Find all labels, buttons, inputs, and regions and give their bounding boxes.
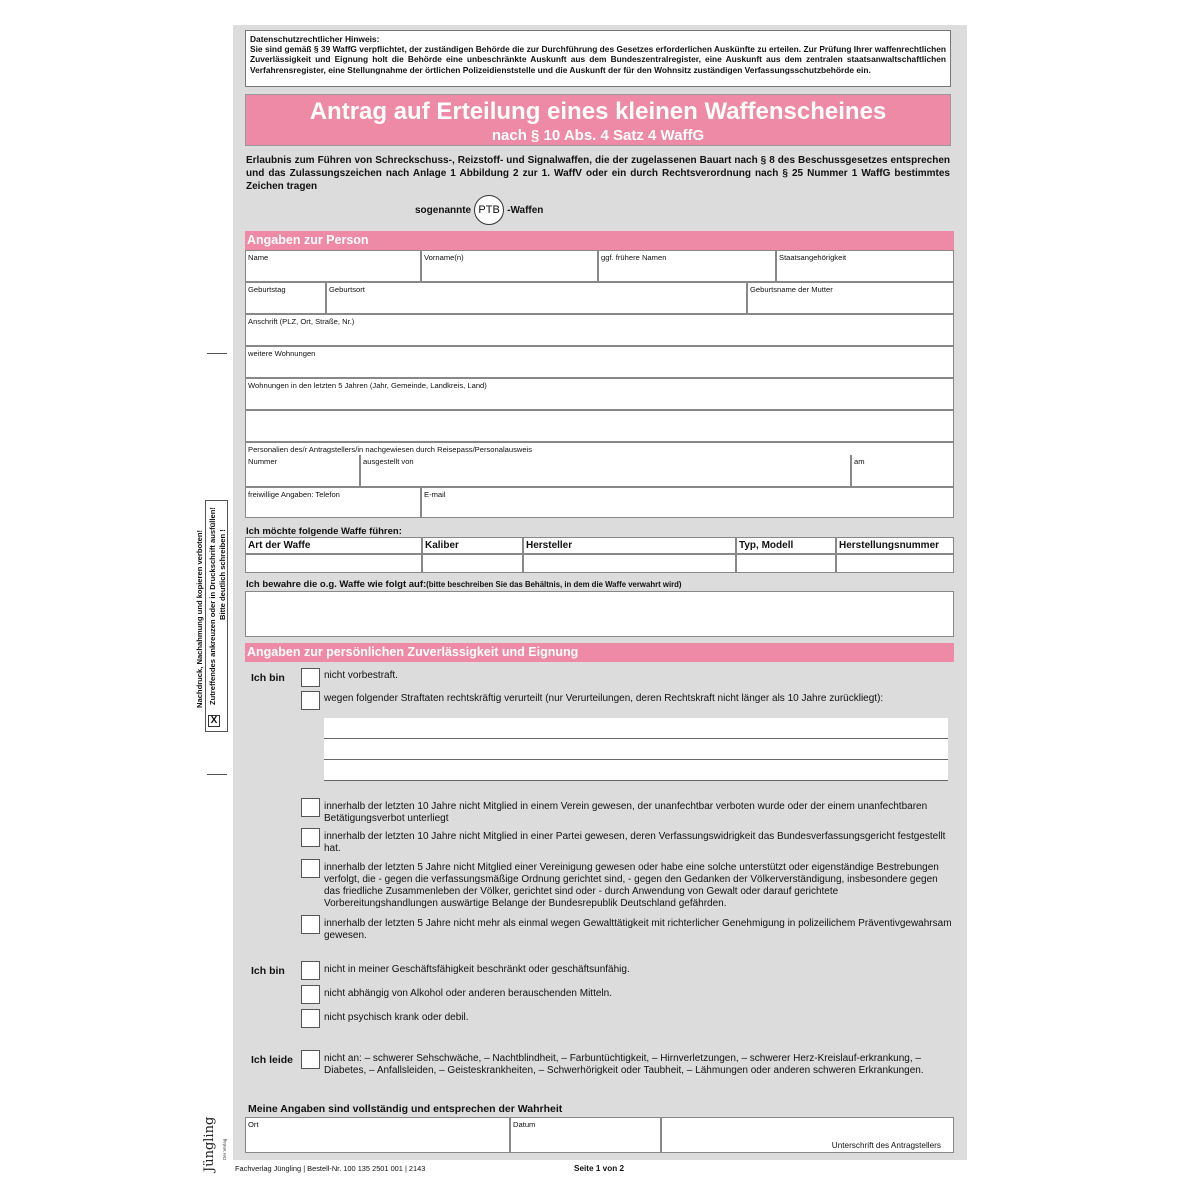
section-header-reliability: Angaben zur persönlichen Zuverlässigkeit und Eignung: [245, 643, 954, 662]
ausgestellt-von-label: ausgestellt von: [363, 457, 414, 466]
option-psychisch: nicht psychisch krank oder debil.: [324, 1012, 469, 1023]
straftaten-lines[interactable]: [324, 718, 948, 781]
checkbox-gewahrsam[interactable]: [301, 915, 320, 934]
option-verein: innerhalb der letzten 10 Jahre nicht Mitglied in einem Verein gewesen, der unanfechtbar verboten wurde oder der einem unanfechtbaren Betätigungsverbot unterliegt: [324, 801, 928, 824]
weapon-col-typ: Typ, Modell: [736, 537, 836, 554]
storage-label-note: (bitte beschreiben Sie das Behältnis, in dem die Waffe verwahrt wird): [426, 580, 682, 589]
staatsangehoerigkeit-field[interactable]: [776, 250, 954, 282]
option-vereinigung: innerhalb der letzten 5 Jahre nicht Mitglied einer Vereinigung gewesen oder habe eine solche unterstützt oder eigenständige Bestrebungen verfolgt, die - gegen die verfassungsmäßige Ordnung gerichtet sind, - gegen den Gedanken der Völkerverständigung, insbesondere gegen das friedliche Zusammenleben der Völker, gerichtet sind oder - durch Anwendung von Gewalt oder darauf gerichtete Vorbereitungshandlungen auswärtige Belange der Bundesrepublik Deutschland gefährden.: [324, 862, 939, 909]
weapon-col-hersteller: Hersteller: [523, 537, 736, 554]
wohnungen-5-jahre-label: Wohnungen in den letzten 5 Jahren (Jahr, Gemeinde, Landkreis, Land): [248, 381, 487, 390]
weapon-label: Ich möchte folgende Waffe führen:: [246, 526, 402, 537]
brand-logo: Jüngling: [202, 1116, 217, 1172]
weitere-wohnungen-field[interactable]: [245, 346, 954, 378]
anschrift-field[interactable]: [245, 314, 954, 346]
checkbox-partei[interactable]: [301, 828, 320, 847]
option-geschaeftsfaehigkeit: nicht in meiner Geschäftsfähigkeit beschränkt oder geschäftsunfähig.: [324, 964, 630, 975]
geburtstag-field[interactable]: [245, 282, 326, 314]
signature-label: Unterschrift des Antragstellers: [831, 1141, 941, 1150]
ptb-suffix: -Waffen: [507, 204, 544, 216]
copyright-notice: Nachdruck, Nachahmung und kopieren verboten!: [195, 529, 204, 708]
publisher-info: Fachverlag Jüngling | Bestell-Nr. 100 135 2501 001 | 2143: [235, 1164, 426, 1173]
weapon-col-art: Art der Waffe: [245, 537, 422, 554]
staatsangehoerigkeit-label: Staatsangehörigkeit: [779, 253, 847, 262]
ort-field[interactable]: [245, 1117, 510, 1153]
group2-label: Ich bin: [251, 965, 285, 977]
ptb-logo-icon: PTB: [474, 195, 504, 225]
storage-label: [246, 579, 682, 590]
signature-field[interactable]: [661, 1117, 954, 1153]
x-mark-icon: X: [208, 715, 220, 727]
weapon-nummer-input[interactable]: [836, 554, 954, 573]
fold-mark-bottom: [207, 774, 227, 775]
personalien-label: Personalien des/r Antragstellers/in nachgewiesen durch Reisepass/Personalausweis: [248, 445, 533, 454]
declaration-text: Meine Angaben sind vollständig und entsprechen der Wahrheit: [248, 1103, 563, 1115]
weapon-typ-input[interactable]: [736, 554, 836, 573]
fruehere-namen-label: ggf. frühere Namen: [601, 253, 667, 262]
checkbox-verurteilt[interactable]: [301, 691, 320, 710]
privacy-notice: [245, 30, 951, 87]
weapon-col-nummer: Herstellungsnummer: [836, 537, 954, 554]
ort-label: Ort: [248, 1120, 259, 1129]
ausgestellt-am-label: am: [854, 457, 865, 466]
option-erkrankungen: nicht an: – schwerer Sehschwäche, – Nachtblindheit, – Farbuntüchtigkeit, – Hirnverletzungen, – schwerer Herz-Kreislauf-erkrankung, – Diabetes, – Anfallsleiden, – Geisteskrankheiten, – Schwerhörigkeit oder Taubheit, – Lähmungen oder anderen schweren Erkrankungen.: [324, 1053, 924, 1076]
checkbox-geschaeftsfaehigkeit[interactable]: [301, 961, 320, 980]
geburtstag-label: Geburtstag: [248, 285, 286, 294]
form-subtitle: nach § 10 Abs. 4 Satz 4 WaffG: [491, 127, 705, 144]
privacy-notice-title: Datenschutzrechtlicher Hinweis:: [250, 34, 380, 44]
checkbox-psychisch[interactable]: [301, 1009, 320, 1028]
checkbox-erkrankungen[interactable]: [301, 1050, 320, 1069]
checkbox-verein[interactable]: [301, 798, 320, 817]
checkbox-alkohol[interactable]: [301, 985, 320, 1004]
instruction-text-2: Bitte deutlich schreiben !: [218, 529, 227, 620]
geburtsort-label: Geburtsort: [329, 285, 365, 294]
vorname-label: Vorname(n): [424, 253, 464, 262]
fruehere-namen-field[interactable]: [598, 250, 776, 282]
wohnungen-5-jahre-field[interactable]: [245, 378, 954, 410]
telefon-field[interactable]: [245, 487, 421, 518]
straftaten-line-2: [324, 759, 948, 760]
geburtsort-field[interactable]: [326, 282, 747, 314]
ausweis-nummer-label: Nummer: [248, 457, 278, 466]
section-header-person: Angaben zur Person: [245, 231, 954, 250]
option-alkohol: nicht abhängig von Alkohol oder anderen berauschenden Mitteln.: [324, 988, 612, 999]
weapon-art-input[interactable]: [245, 554, 422, 573]
ausgestellt-von-field[interactable]: [360, 455, 851, 487]
option-verurteilt: wegen folgender Straftaten rechtskräftig verurteilt (nur Verurteilungen, deren Rechtskraft nicht länger als 10 Jahre zurückliegt):: [324, 693, 884, 704]
option-gewahrsam: innerhalb der letzten 5 Jahre nicht mehr als einmal wegen Gewalttätigkeit mit richterlicher Genehmigung in polizeilichem Präventivgewahrsam gewesen.: [324, 918, 952, 941]
vorname-field[interactable]: [421, 250, 598, 282]
storage-label-main: Ich bewahre die o.g. Waffe wie folgt auf:: [246, 579, 427, 590]
anschrift-label: Anschrift (PLZ, Ort, Straße, Nr.): [248, 317, 355, 326]
telefon-label: freiwillige Angaben: Telefon: [248, 490, 340, 499]
form-title: Antrag auf Erteilung eines kleinen Waffenscheines: [309, 98, 887, 125]
datum-label: Datum: [513, 1120, 536, 1129]
storage-input[interactable]: [245, 591, 954, 637]
option-partei: innerhalb der letzten 10 Jahre nicht Mitglied in einer Partei gewesen, deren Verfassungswidrigkeit das Bundesverfassungsgericht festgestellt hat.: [324, 831, 946, 854]
ptb-prefix: sogenannte: [415, 204, 472, 216]
fold-mark-top: [207, 353, 227, 354]
page-number: Seite 1 von 2: [574, 1164, 625, 1173]
email-label: E-mail: [424, 490, 446, 499]
name-label: Name: [248, 253, 269, 262]
ptb-line: [415, 195, 543, 225]
weapon-kaliber-input[interactable]: [422, 554, 523, 573]
geburtsname-mutter-label: Geburtsname der Mutter: [750, 285, 833, 294]
weitere-wohnungen-label: weitere Wohnungen: [248, 349, 316, 358]
weapon-col-kaliber: Kaliber: [422, 537, 523, 554]
geburtsname-mutter-field[interactable]: [747, 282, 954, 314]
intro-text: Erlaubnis zum Führen von Schreckschuss-, Reizstoff- und Signalwaffen, die der zugelassenen Bauart nach § 8 des Beschussgesetzes entsprechen und das Zulassungszeichen nach Anlage 1 Abbildung 2 zur 1. WaffV oder ein durch Rechtsverordnung nach § 25 Nummer 1 WaffG bestimmtes Zeichen tragen: [246, 155, 950, 192]
checkbox-nicht-vorbestraft[interactable]: [301, 668, 320, 687]
privacy-notice-body: Sie sind gemäß § 39 WaffG verpflichtet, der zuständigen Behörde die zur Durchführung des Gesetzes erforderlichen Auskünfte zu erteilen. Zur Prüfung Ihrer waffenrechtlichen Zuverlässigkeit und Eignung holt die Behörde eine unbeschränkte Auskunft aus dem Bundeszentralregister, eine Auskunft aus dem zentralen staatsanwaltschaftlichen Verfahrensregister, eine Stellungnahme der örtlichen Polizeidienststelle und die Auskunft der für den Wohnsitz zuständigen Verfassungsschutzbehörde ein.: [250, 44, 946, 75]
email-field[interactable]: [421, 487, 954, 518]
wohnungen-5-jahre-extra-field[interactable]: [245, 410, 954, 442]
checkbox-vereinigung[interactable]: [301, 859, 320, 878]
instruction-text-1: Zutreffendes ankreuzen oder in Druckschrift ausfüllen!: [208, 507, 217, 705]
group3-label: Ich leide: [251, 1054, 294, 1066]
weapon-hersteller-input[interactable]: [523, 554, 736, 573]
ausweis-nummer-field[interactable]: [245, 455, 360, 487]
brand-subtitle: Der Verlag: [222, 1138, 227, 1160]
straftaten-line-1: [324, 738, 948, 739]
form-title-box: [245, 94, 951, 146]
name-field[interactable]: [245, 250, 421, 282]
group1-label: Ich bin: [251, 672, 285, 684]
straftaten-line-3: [324, 780, 948, 781]
datum-field[interactable]: [510, 1117, 661, 1153]
option-nicht-vorbestraft: nicht vorbestraft.: [324, 670, 398, 681]
ausgestellt-am-field[interactable]: [851, 455, 954, 487]
